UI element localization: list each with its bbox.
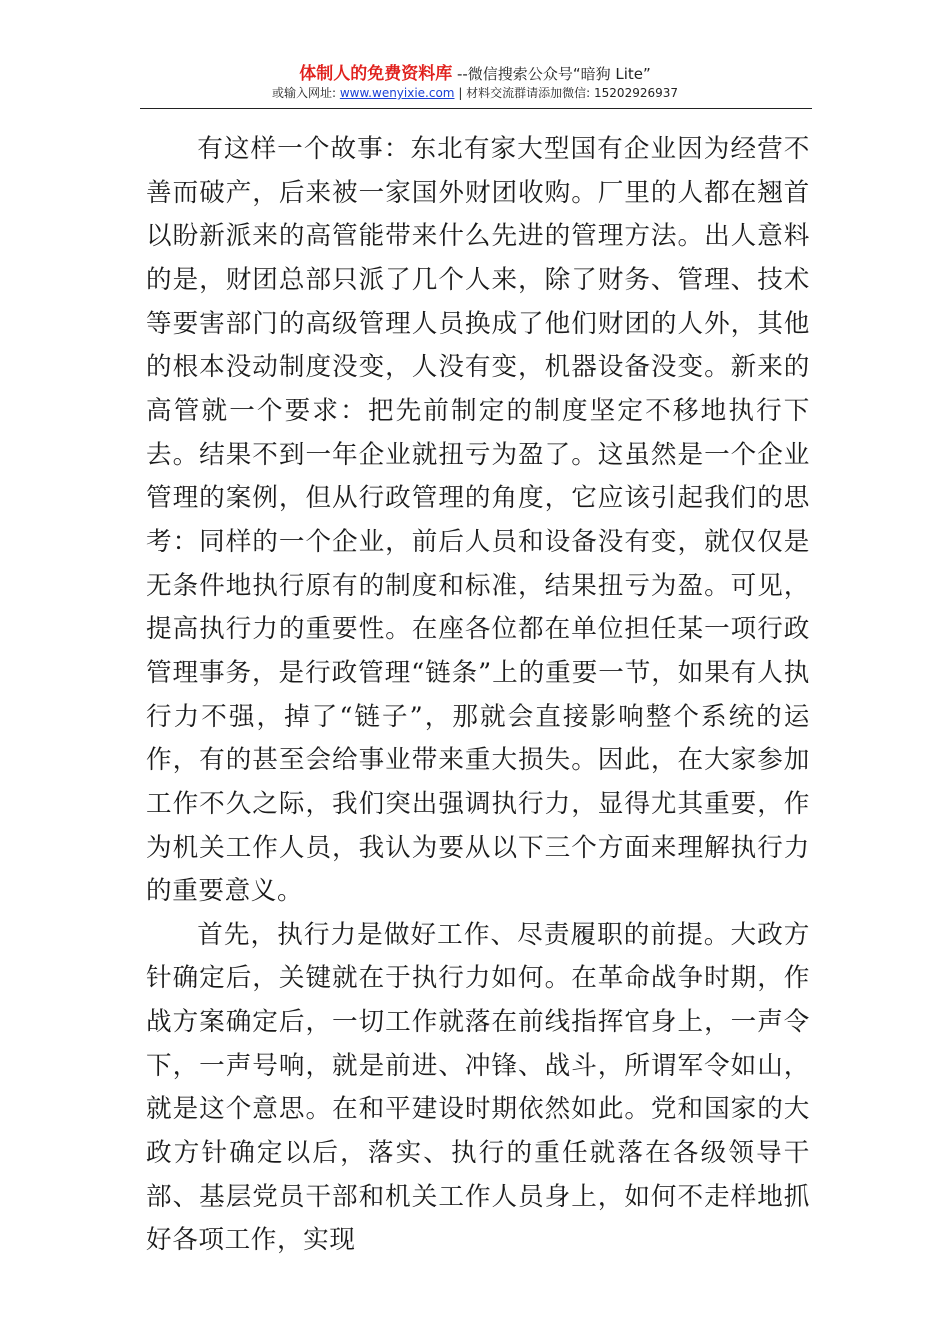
- paragraph-story: 有这样一个故事：东北有家大型国有企业因为经营不善而破产，后来被一家国外财团收购。厂里的人都在翘首以盼新派来的高管能带来什么先进的管理方法。出人意料的是，财团总部只派了几个人来，除了财务、管理、技术等要害部门的高级管理人员换成了他们财团的人外，其他的根本没动制度没变，人没有变，机器设备没变。新来的高管就一个要求：把先前制定的制度坚定不移地执行下去。结果不到一年企业就扭亏为盈了。这虽然是一个企业管理的案例，但从行政管理的角度，它应该引起我们的思考：同样的一个企业，前后人员和设备没有变，就仅仅是无条件地执行原有的制度和标准，结果扭亏为盈。可见，提高执行力的重要性。在座各位都在单位担任某一项行政管理事务，是行政管理“链条”上的重要一节，如果有人执行力不强，掉了“链子”，那就会直接影响整个系统的运作，有的甚至会给事业带来重大损失。因此，在大家参加工作不久之际，我们突出强调执行力，显得尤其重要，作为机关工作人员，我认为要从以下三个方面来理解执行力的重要意义。: [146, 134, 810, 907]
- header-contact-line: [0, 85, 950, 102]
- page-header: [0, 64, 950, 102]
- paragraph-first-point: 首先，执行力是做好工作、尽责履职的前提。大政方针确定后，关键就在于执行力如何。在革命战争时期，作战方案确定后，一切工作就落在前线指挥官身上，一声令下，一声号响，就是前进、冲锋、战斗，所谓军令如山，就是这个意思。在和平建设时期依然如此。党和国家的大政方针确定以后，落实、执行的重任就落在各级领导干部、基层党员干部和机关工作人员身上，如何不走样地抓好各项工作，实现: [146, 919, 810, 1256]
- header-contact: | 材料交流群请添加微信: 15202926937: [454, 86, 679, 100]
- document-body: [146, 128, 810, 1263]
- header-tagline: --微信搜索公众号“暗狗 Lite”: [452, 65, 651, 83]
- header-title-line: [0, 64, 950, 84]
- header-brand: 体制人的免费资料库: [299, 64, 453, 84]
- header-site-link[interactable]: www.wenyixie.com: [339, 86, 455, 100]
- header-site-prefix: 或输入网址:: [271, 86, 340, 100]
- header-divider: [140, 108, 812, 109]
